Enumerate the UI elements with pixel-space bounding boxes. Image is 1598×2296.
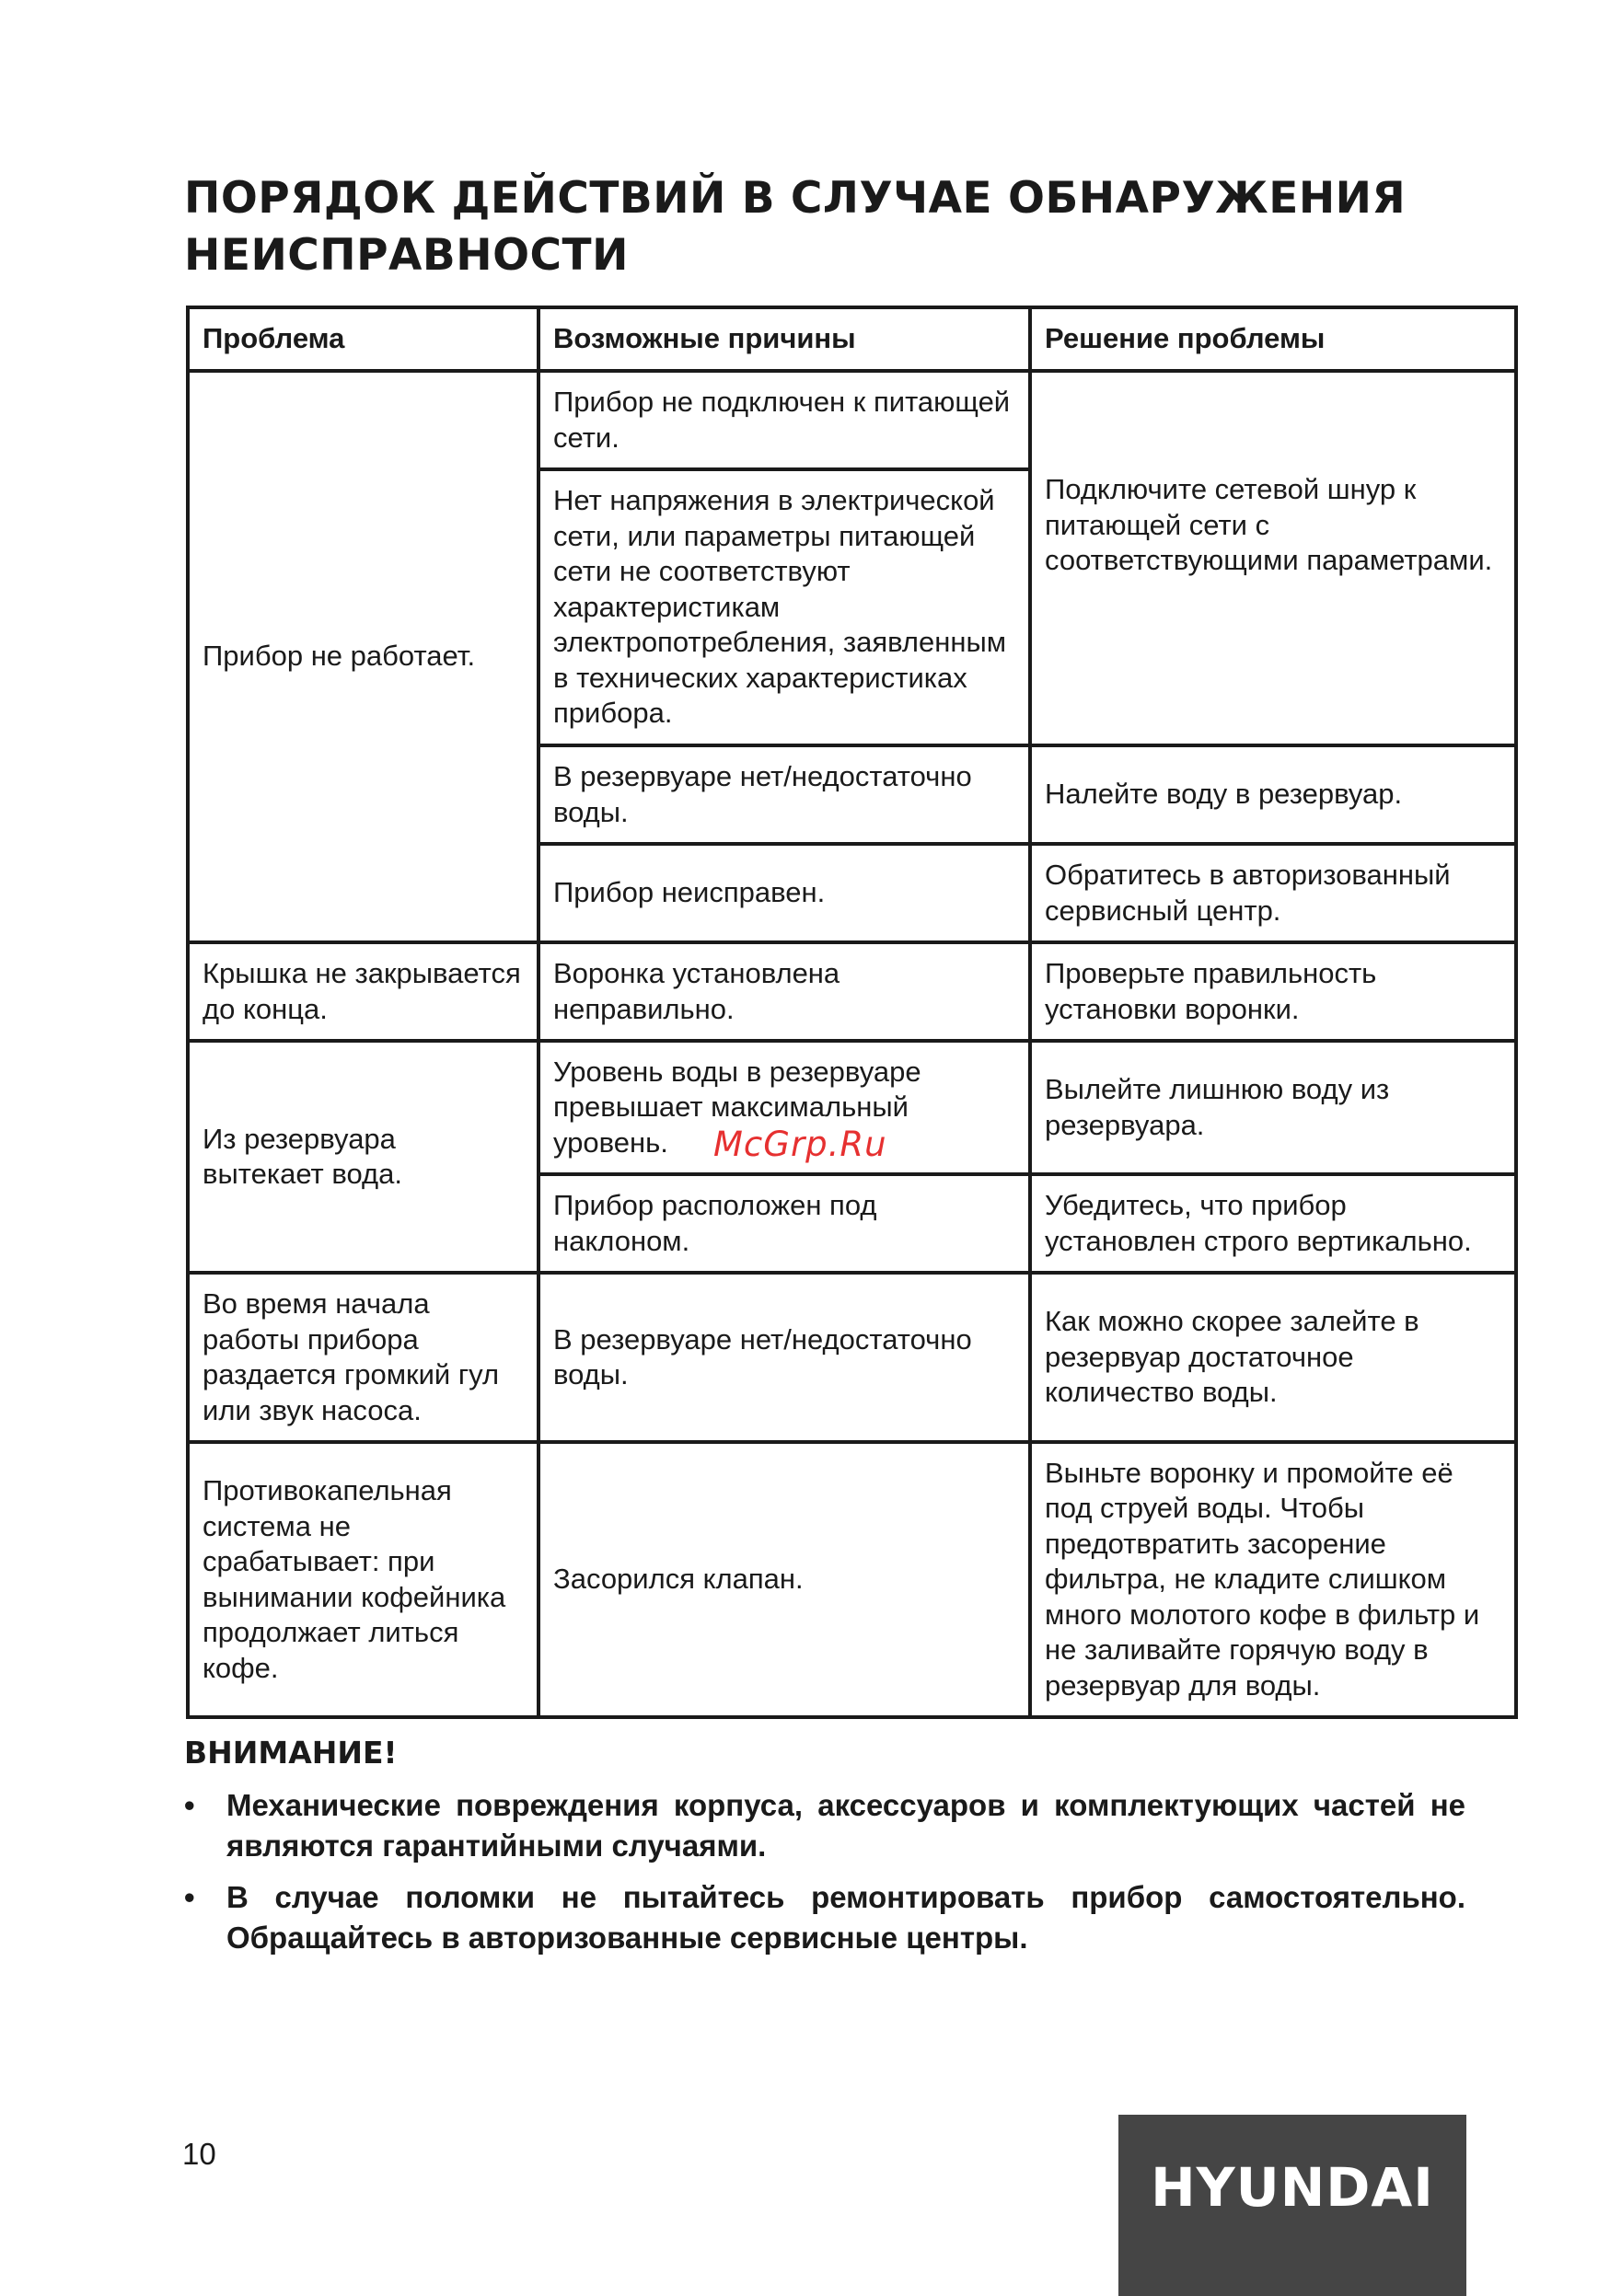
solution-cell: Выньте воронку и промойте её под струей воды. Чтобы предотвратить засорение фильтра, не кладите слишком много молотого кофе в фильтр и не заливайте горячую воду в резервуар для воды. xyxy=(1030,1442,1516,1717)
solution-cell: Вылейте лишнюю воду из резервуара. xyxy=(1030,1041,1516,1174)
solution-cell: Убедитесь, что прибор установлен строго вертикально. xyxy=(1030,1174,1516,1273)
problem-cell: Из резервуара вытекает вода. xyxy=(188,1041,538,1273)
troubleshooting-table xyxy=(186,306,1518,1719)
table-row xyxy=(188,1442,1516,1717)
list-item-text: Механические повреждения корпуса, аксессуаров и комплектующих частей не являются гарантийными случаями. xyxy=(226,1788,1465,1863)
page-title xyxy=(184,170,1473,284)
cause-cell: Воронка установлена неправильно. xyxy=(538,942,1030,1041)
solution-cell: Как можно скорее залейте в резервуар достаточное количество воды. xyxy=(1030,1273,1516,1442)
table-row xyxy=(188,371,1516,469)
problem-cell: Крышка не закрывается до конца. xyxy=(188,942,538,1041)
table-row xyxy=(188,942,1516,1041)
page-title-line-1: ПОРЯДОК ДЕЙСТВИЙ В СЛУЧАЕ ОБНАРУЖЕНИЯ xyxy=(184,173,1407,224)
bullet-icon: • xyxy=(184,1880,195,1914)
cause-cell: В резервуаре нет/недостаточно воды. xyxy=(538,1273,1030,1442)
list-item-text: В случае поломки не пытайтесь ремонтировать прибор самостоятельно. Обращайтесь в авторизованные сервисные центры. xyxy=(226,1880,1465,1955)
cause-cell: Уровень воды в резервуаре превышает максимальный уровень. xyxy=(538,1041,1030,1174)
page-title-line-2: НЕИСПРАВНОСТИ xyxy=(184,230,629,281)
attention-list xyxy=(184,1785,1465,1969)
solution-cell: Обратитесь в авторизованный сервисный центр. xyxy=(1030,844,1516,942)
header-problem: Проблема xyxy=(188,307,538,371)
list-item xyxy=(184,1877,1465,1958)
cause-cell: Прибор неисправен. xyxy=(538,844,1030,942)
bullet-icon: • xyxy=(184,1788,195,1822)
cause-cell: Засорился клапан. xyxy=(538,1442,1030,1717)
solution-cell: Налейте воду в резервуар. xyxy=(1030,745,1516,844)
cause-cell: Прибор расположен под наклоном. xyxy=(538,1174,1030,1273)
table-row xyxy=(188,1273,1516,1442)
brand-logo-text: HYUNDAI xyxy=(1151,2156,1434,2219)
cause-cell: Нет напряжения в электрической сети, или параметры питающей сети не соответствуют характеристикам электропотребления, заявленным в технических характеристиках прибора. xyxy=(538,469,1030,745)
brand-logo xyxy=(1118,2115,1466,2296)
solution-cell: Проверьте правильность установки воронки. xyxy=(1030,942,1516,1041)
problem-cell: Противокапельная система не срабатывает: при вынимании кофейника продолжает литься кофе. xyxy=(188,1442,538,1717)
cause-cell: В резервуаре нет/недостаточно воды. xyxy=(538,745,1030,844)
solution-cell: Подключите сетевой шнур к питающей сети с соответствующими параметрами. xyxy=(1030,371,1516,745)
list-item xyxy=(184,1785,1465,1866)
attention-heading: ВНИМАНИЕ! xyxy=(184,1735,398,1771)
problem-cell: Прибор не работает. xyxy=(188,371,538,942)
cause-cell: Прибор не подключен к питающей сети. xyxy=(538,371,1030,469)
page-number: 10 xyxy=(182,2137,216,2171)
problem-cell: Во время начала работы прибора раздается громкий гул или звук насоса. xyxy=(188,1273,538,1442)
watermark: McGrp.Ru xyxy=(713,1125,887,1164)
header-causes: Возможные причины xyxy=(538,307,1030,371)
header-solution: Решение проблемы xyxy=(1030,307,1516,371)
table-header-row xyxy=(188,307,1516,371)
